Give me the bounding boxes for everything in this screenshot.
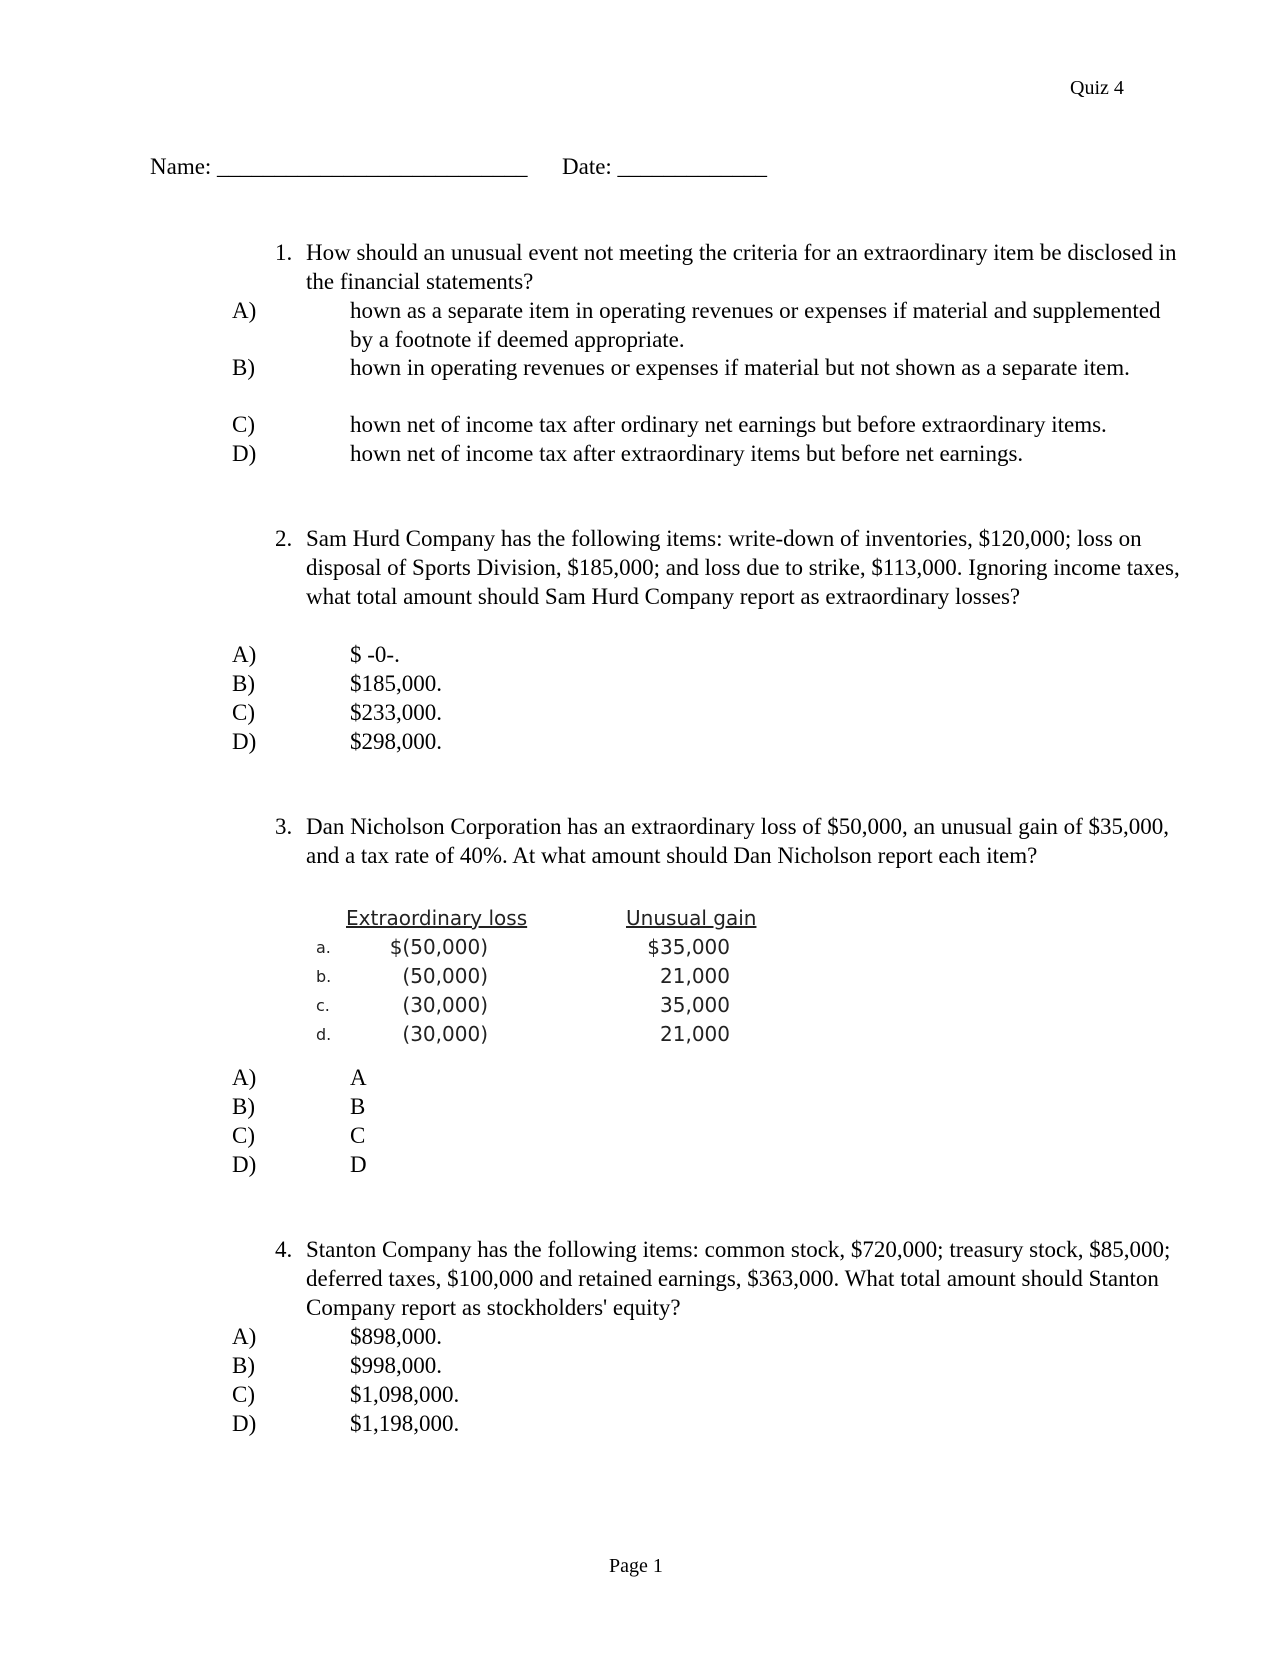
row-loss-value: (50,000) (402, 964, 488, 988)
option-letter: C) (232, 1123, 255, 1148)
option-text: C (350, 1123, 366, 1148)
question-4-option-a (0, 1322, 1280, 1351)
table-row (300, 962, 800, 991)
option-text: hown net of income tax after extraordinary items but before net earnings. (350, 441, 1024, 466)
date-field-line: Date: _____________ (562, 154, 768, 179)
name-field-line: Name: ___________________________ (150, 154, 528, 179)
option-letter: A) (232, 298, 257, 323)
row-loss-value: (30,000) (402, 993, 488, 1017)
option-text: $1,198,000. (350, 1411, 460, 1436)
question-number: 4. (275, 1237, 293, 1262)
option-text: $1,098,000. (350, 1382, 460, 1407)
option-text: $ -0-. (350, 642, 400, 667)
option-text: hown as a separate item in operating revenues or expenses if material and supplemented by a footnote if deemed appropriate. (350, 298, 1161, 352)
row-gain-value: 35,000 (660, 993, 730, 1017)
option-letter: C) (232, 1382, 255, 1407)
option-text: $898,000. (350, 1324, 442, 1349)
option-letter: A) (232, 1065, 257, 1090)
question-4-option-d (0, 1409, 1280, 1438)
question-text: How should an unusual event not meeting the criteria for an extraordinary item be disclosed in the financial statements? (306, 240, 1177, 294)
question-3-option-c (0, 1121, 1280, 1150)
row-loss-value: (30,000) (402, 1022, 488, 1046)
row-label: b. (316, 967, 332, 986)
option-text: hown net of income tax after ordinary net earnings but before extraordinary items. (350, 412, 1107, 437)
question-number: 3. (275, 814, 293, 839)
question-3-option-b (0, 1092, 1280, 1121)
option-letter: A) (232, 1324, 257, 1349)
question-4-option-b (0, 1351, 1280, 1380)
row-label: c. (316, 996, 330, 1015)
question-number: 1. (275, 240, 293, 265)
table-row (300, 991, 800, 1020)
table-row (300, 933, 800, 962)
option-text: $298,000. (350, 729, 442, 754)
row-gain-value: 21,000 (660, 1022, 730, 1046)
question-text: Dan Nicholson Corporation has an extraordinary loss of $50,000, an unusual gain of $35,000, and a tax rate of 40%. At what amount should Dan Nicholson report each item? (306, 814, 1169, 868)
question-1-option-a (0, 296, 1280, 354)
option-letter: A) (232, 642, 257, 667)
option-text: A (350, 1065, 367, 1090)
question-3-option-d (0, 1150, 1280, 1179)
option-text: $998,000. (350, 1353, 442, 1378)
option-text: $185,000. (350, 671, 442, 696)
row-gain-value: $35,000 (647, 935, 730, 959)
question-1-option-d (0, 439, 1280, 468)
question-text: Sam Hurd Company has the following items: write-down of inventories, $120,000; loss on disposal of Sports Division, $185,000; and loss due to strike, $113,000. Ignoring income taxes, what total amount should Sam Hurd Company report as extraordinary losses? (306, 526, 1180, 609)
question-2-option-a (0, 640, 1280, 669)
question-4-option-c (0, 1380, 1280, 1409)
question-2-option-d (0, 727, 1280, 756)
page-number: Page 1 (609, 1555, 663, 1577)
table-header-extraordinary-loss: Extraordinary loss (346, 906, 528, 930)
option-text: $233,000. (350, 700, 442, 725)
question-text: Stanton Company has the following items: common stock, $720,000; treasury stock, $85,000; deferred taxes, $100,000 and retained earnings, $363,000. What total amount should Stanton Company report as stockholders' equity? (306, 1237, 1171, 1320)
option-letter: D) (232, 1152, 257, 1177)
row-gain-value: 21,000 (660, 964, 730, 988)
row-label: a. (316, 938, 331, 957)
option-letter: C) (232, 700, 255, 725)
question-1-option-b (0, 353, 1280, 411)
option-letter: D) (232, 729, 257, 754)
option-letter: C) (232, 412, 255, 437)
option-letter: B) (232, 671, 255, 696)
option-text: B (350, 1094, 366, 1119)
option-text: D (350, 1152, 367, 1177)
row-label: d. (316, 1025, 332, 1044)
quiz-label: Quiz 4 (1070, 77, 1124, 99)
option-letter: B) (232, 355, 255, 380)
question-number: 2. (275, 526, 293, 551)
option-letter: D) (232, 441, 257, 466)
option-letter: B) (232, 1353, 255, 1378)
option-letter: B) (232, 1094, 255, 1119)
question-2-option-c (0, 698, 1280, 727)
question-3-option-a (0, 1063, 1280, 1092)
table-row (300, 1020, 800, 1049)
question-1-option-c (0, 410, 1280, 439)
option-text: hown in operating revenues or expenses if material but not shown as a separate item. (350, 355, 1130, 380)
question-2-option-b (0, 669, 1280, 698)
table-header-unusual-gain: Unusual gain (626, 906, 757, 930)
row-loss-value: $(50,000) (389, 935, 488, 959)
option-letter: D) (232, 1411, 257, 1436)
